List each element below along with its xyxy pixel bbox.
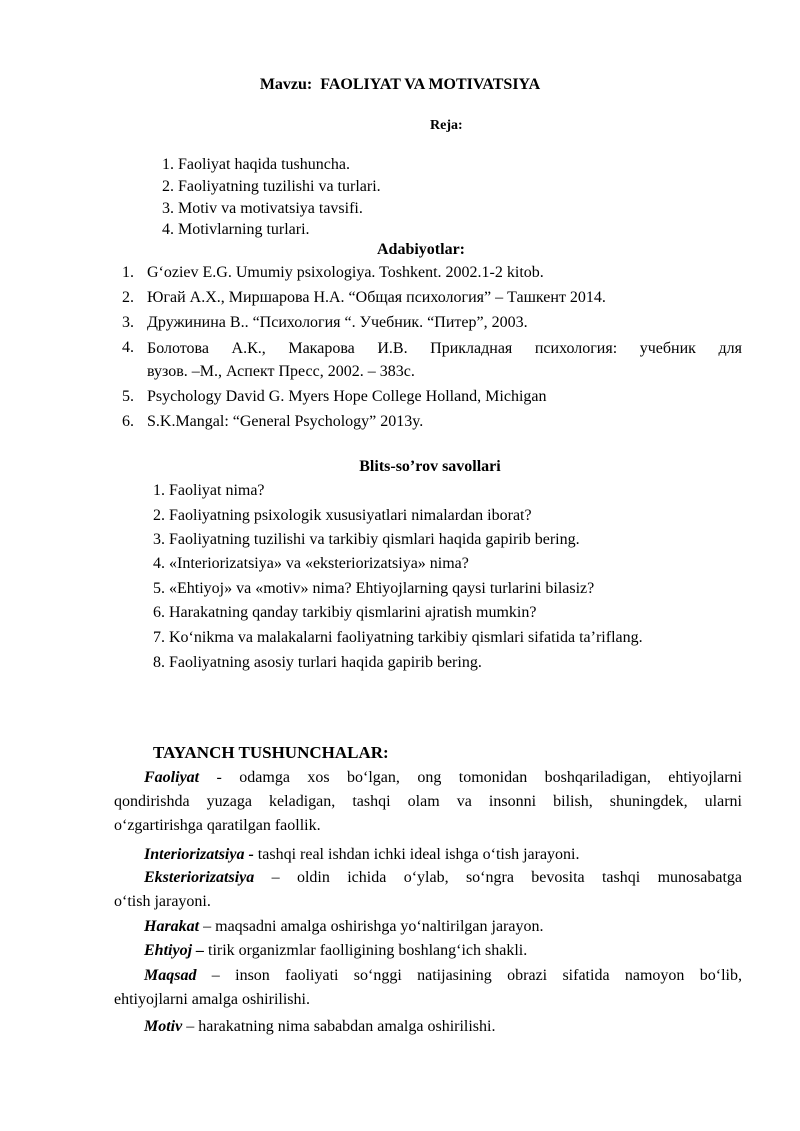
concept-term: Faoliyat: [144, 769, 200, 786]
concept-term: Eksteriorizatsiya: [144, 869, 255, 886]
concept-ehtiyoj: [114, 939, 742, 963]
literature-number: 4.: [122, 339, 134, 356]
literature-item: [122, 313, 528, 333]
literature-number: 5.: [122, 388, 134, 405]
concept-term: Harakat: [144, 918, 200, 935]
literature-item: [122, 263, 544, 283]
literature-text: Psychology David G. Myers Hope College Holland, Michigan: [147, 388, 547, 405]
concept-line: o‘zgartirishga qaratilgan faollik.: [114, 817, 321, 834]
literature-item: [122, 338, 147, 358]
literature-text-line1: Болотова А.К., Макарова И.В. Прикладная психология: учебник для: [147, 340, 742, 357]
literature-text-multiline: [147, 337, 742, 383]
question-item: 7. Ko‘nikma va malakalarni faoliyatning tarkibiy qismlari sifatida ta’riflang.: [153, 629, 643, 646]
concept-text: tashqi real ishdan ichki ideal ishga o‘tish jarayoni.: [253, 846, 580, 863]
literature-heading: Adabiyotlar:: [377, 241, 465, 258]
concept-line: [114, 964, 742, 988]
concept-term: Maqsad: [144, 967, 197, 984]
title-text: FAOLIYAT VA MOTIVATSIYA: [320, 76, 541, 93]
concept-faoliyat: [114, 766, 742, 838]
literature-text-line2: вузов. –М., Аспект Пресс, 2002. – 383с.: [147, 363, 415, 380]
title-label: Mavzu:: [259, 76, 313, 93]
concept-text: – oldin ichida o‘ylab, so‘ngra bevosita tashqi munosabatga: [254, 869, 742, 886]
concept-text: tirik organizmlar faolligining boshlang‘ich shakli.: [204, 942, 528, 959]
concept-text: – inson faoliyati so‘nggi natijasining obrazi sifatida namoyon bo‘lib,: [196, 967, 742, 984]
concept-interiorizatsiya: [114, 843, 742, 867]
concept-line: ehtiyojlarni amalga oshirilishi.: [114, 991, 310, 1008]
literature-item: [122, 288, 606, 308]
question-item: 3. Faoliyatning tuzilishi va tarkibiy qismlari haqida gapirib bering.: [153, 531, 580, 548]
concept-line: [114, 866, 742, 890]
concept-maqsad: [114, 964, 742, 1012]
literature-item: [122, 412, 423, 432]
question-item: 8. Faoliyatning asosiy turlari haqida gapirib bering.: [153, 654, 482, 671]
literature-number: 1.: [122, 264, 134, 281]
concept-eksteriorizatsiya: [114, 866, 742, 914]
plan-item: 2. Faoliyatning tuzilishi va turlari.: [162, 178, 381, 195]
plan-item: 4. Motivlarning turlari.: [162, 221, 310, 238]
question-item: 4. «Interiorizatsiya» va «eksteriorizatsiya» nima?: [153, 555, 469, 572]
plan-item: 1. Faoliyat haqida tushuncha.: [162, 156, 350, 173]
concept-term: Motiv: [144, 1018, 183, 1035]
plan-item: 3. Motiv va motivatsiya tavsifi.: [162, 200, 363, 217]
concept-term: Ehtiyoj –: [144, 942, 205, 959]
literature-number: 3.: [122, 314, 134, 331]
question-item: 5. «Ehtiyoj» va «motiv» nima? Ehtiyojlarning qaysi turlarini bilasiz?: [153, 580, 595, 597]
literature-text: G‘oziev E.G. Umumiy psixologiya. Toshkent. 2002.1-2 kitob.: [147, 264, 544, 281]
concept-line: [114, 766, 742, 790]
concept-line: o‘tish jarayoni.: [114, 893, 211, 910]
literature-text: Югай А.Х., Миршарова Н.А. “Общая психология” – Ташкент 2014.: [147, 289, 606, 306]
key-concepts-heading: TAYANCH TUSHUNCHALAR:: [153, 743, 389, 762]
blits-heading: Blits-so’rov savollari: [359, 458, 501, 475]
literature-item: [122, 387, 547, 407]
page-title: [0, 76, 800, 94]
concept-harakat: [114, 915, 742, 939]
concept-line: qondirishda yuzaga keladigan, tashqi olam va insonni bilish, shuningdek, ularni: [114, 793, 742, 810]
literature-text: Дружинина В.. “Психология “. Учебник. “Питер”, 2003.: [147, 314, 528, 331]
literature-number: 2.: [122, 289, 134, 306]
question-item: 6. Harakatning qanday tarkibiy qismlarini ajratish mumkin?: [153, 604, 537, 621]
concept-term: Interiorizatsiya -: [144, 846, 254, 863]
question-item: 2. Faoliyatning psixologik xususiyatlari nimalardan iborat?: [153, 507, 532, 524]
concept-text: – harakatning nima sababdan amalga oshirilishi.: [182, 1018, 496, 1035]
question-item: 1. Faoliyat nima?: [153, 482, 265, 499]
concept-motiv: [114, 1015, 742, 1039]
concept-text: - odamga xos bo‘lgan, ong tomonidan boshqariladigan, ehtiyojlarni: [199, 769, 742, 786]
literature-text: S.K.Mangal: “General Psychology” 2013y.: [147, 413, 424, 430]
reja-heading: Reja:: [430, 118, 463, 133]
concept-text: – maqsadni amalga oshirishga yo‘naltirilgan jarayon.: [199, 918, 544, 935]
literature-number: 6.: [122, 413, 134, 430]
